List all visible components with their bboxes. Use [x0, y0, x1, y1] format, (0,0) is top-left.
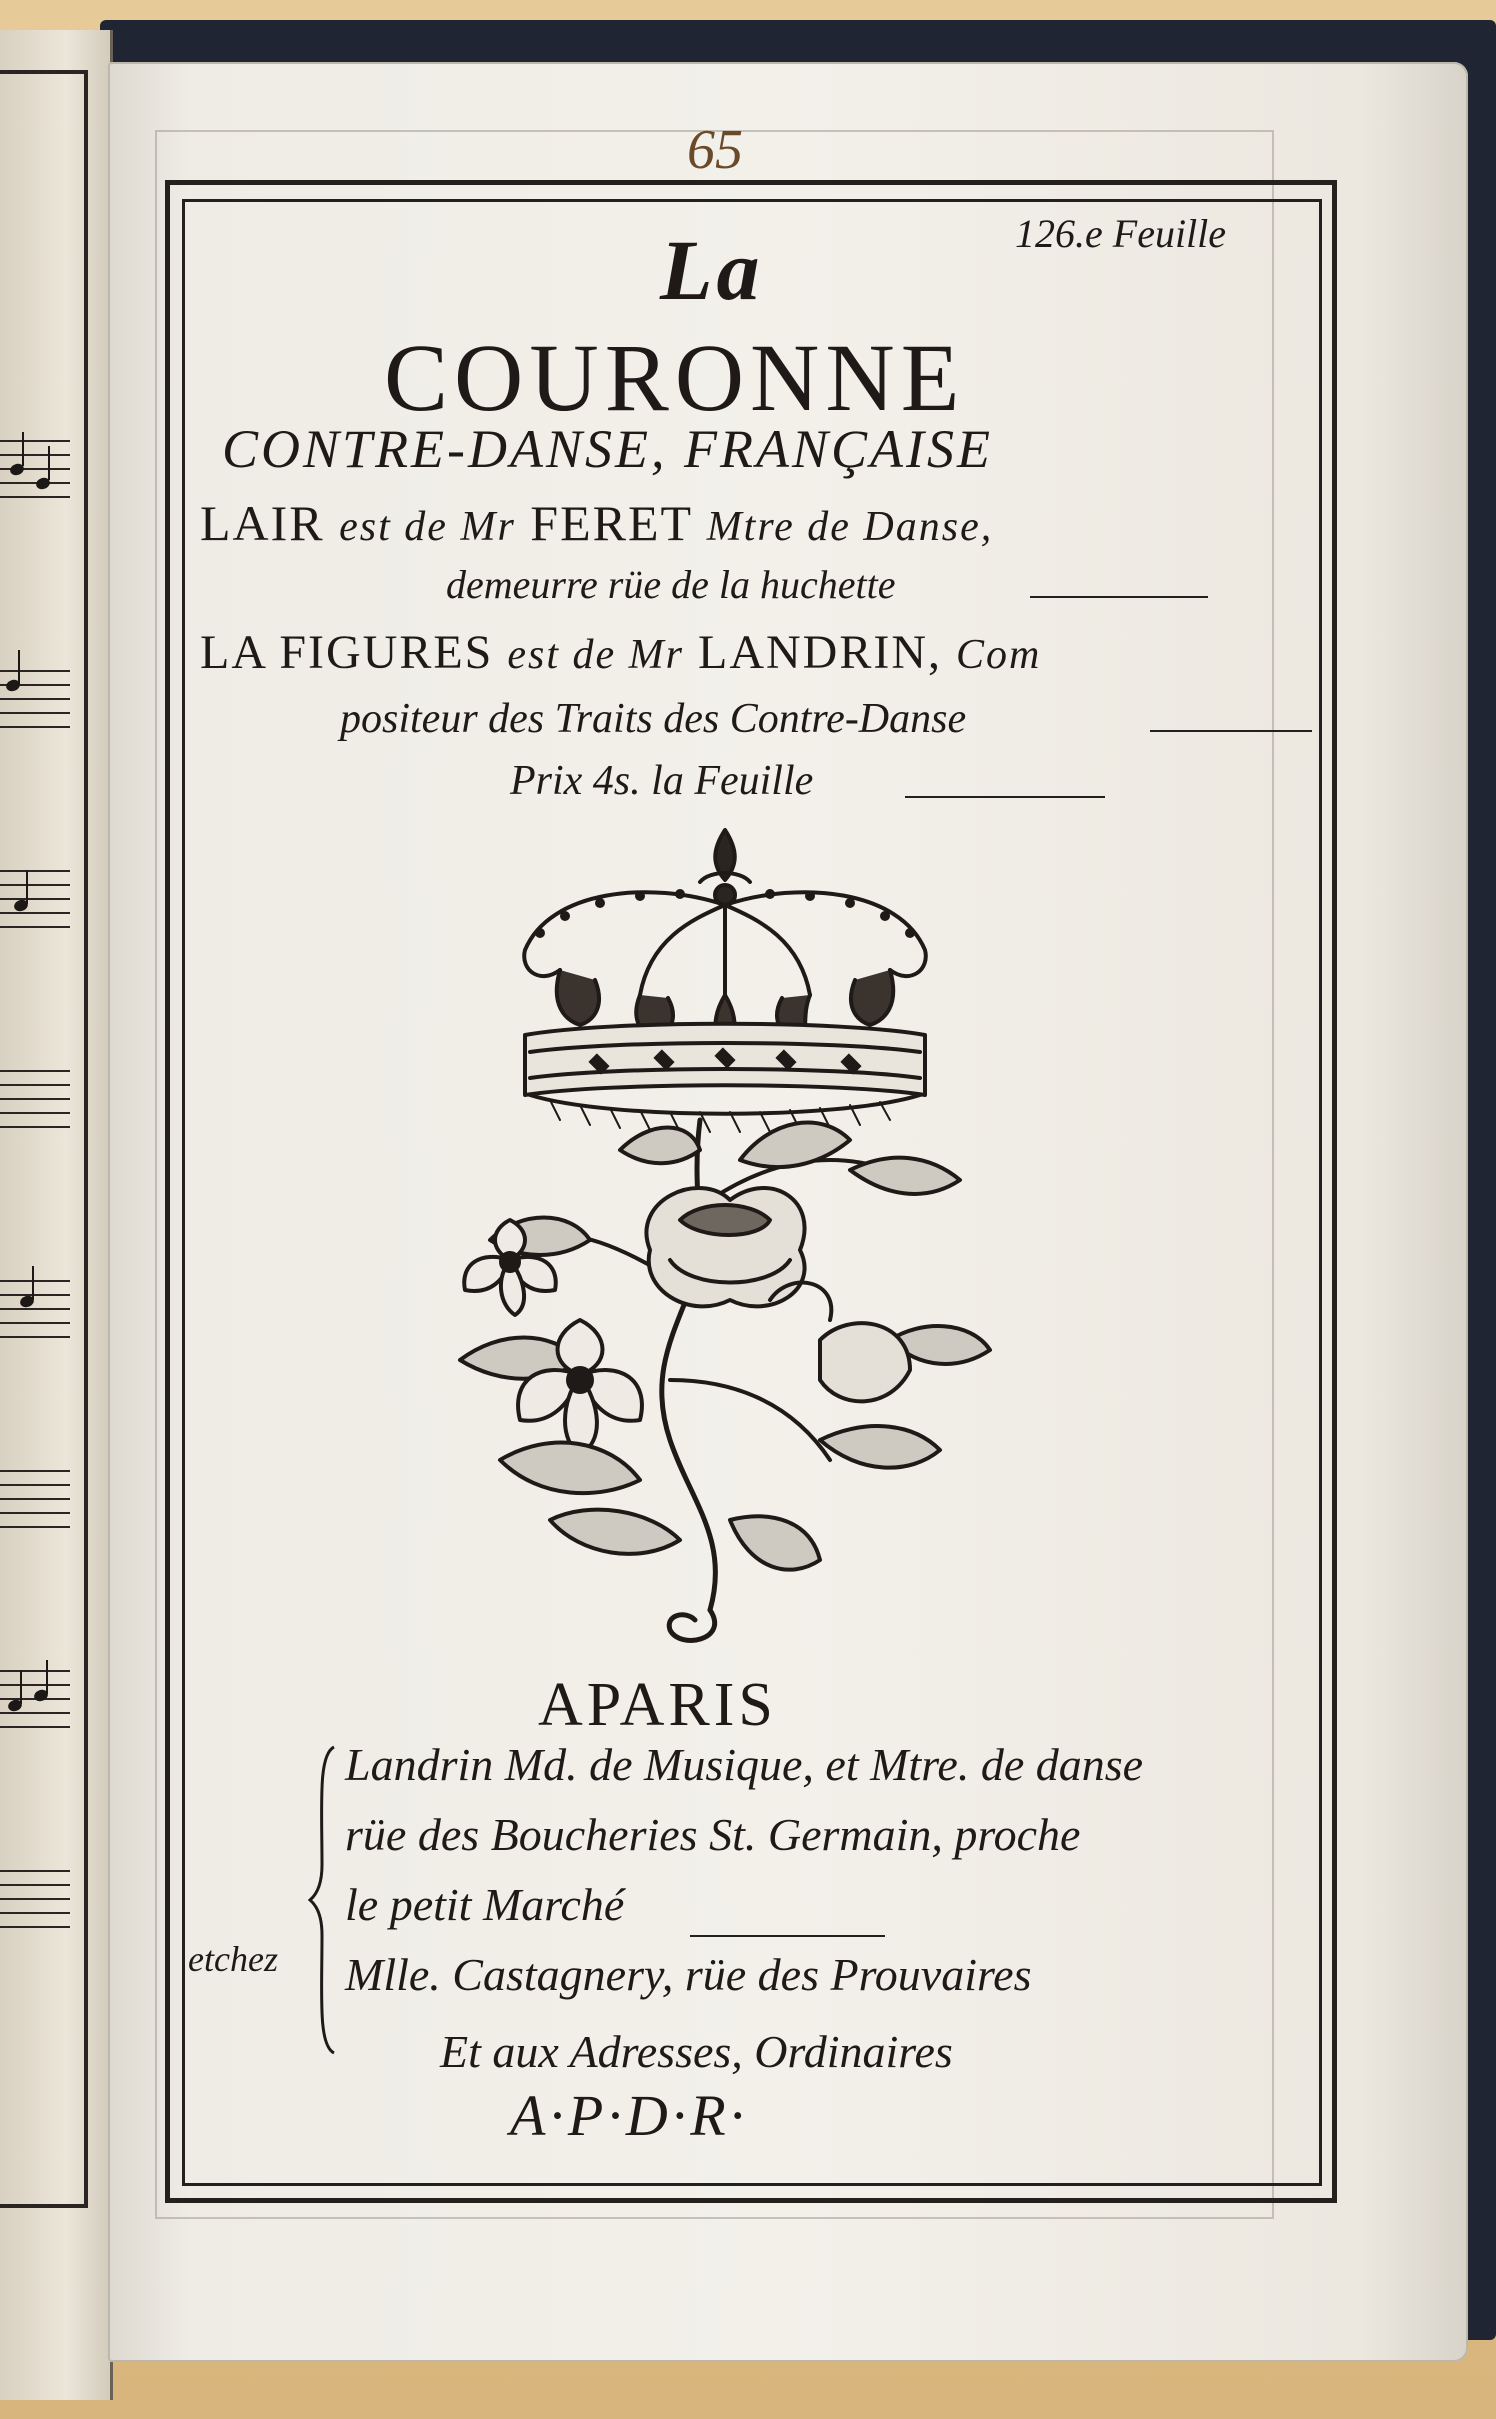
subtitle: CONTRE-DANSE, FRANÇAISE	[222, 419, 993, 479]
page-title: COURONNE	[384, 324, 966, 431]
folio-number: 65	[687, 119, 743, 181]
air-composer-title: Mtre de Danse,	[706, 504, 994, 550]
brace-icon	[308, 1745, 338, 2055]
chez-label: etchez	[188, 1939, 278, 1979]
publisher-line-1: Landrin Md. de Musique, et Mtre. de danse	[345, 1739, 1144, 1790]
flourish-rule	[690, 1935, 885, 1937]
air-connector: est de Mr	[339, 504, 516, 550]
air-prefix: LAIR	[200, 495, 325, 551]
air-composer-name: FERET	[530, 495, 693, 551]
figures-line-end: Com	[956, 632, 1042, 678]
music-staff	[0, 670, 70, 740]
music-staff	[0, 1670, 70, 1740]
music-staff	[0, 440, 70, 510]
ordinary-addresses: Et aux Adresses, Ordinaires	[440, 2026, 953, 2077]
price-line: Prix 4s. la Feuille	[510, 758, 814, 804]
music-staff	[0, 1280, 70, 1350]
publisher-line-2: rüe des Boucheries St. Germain, proche	[345, 1809, 1081, 1860]
composer-address: demeurre rüe de la huchette	[446, 562, 896, 607]
flourish-rule	[1030, 596, 1208, 598]
sheet-number: 126.e Feuille	[1015, 211, 1227, 256]
music-staff	[0, 1470, 70, 1540]
figures-connector: est de Mr	[507, 632, 685, 678]
music-staff	[0, 1070, 70, 1140]
flourish-rule	[1150, 730, 1312, 732]
facing-page-music	[0, 30, 113, 2400]
figures-credit-line	[200, 625, 1041, 680]
flourish-rule	[905, 796, 1105, 798]
privilege-mark: A·P·D·R·	[510, 2083, 749, 2148]
publisher-line-4: Mlle. Castagnery, rüe des Prouvaires	[345, 1949, 1032, 2000]
music-staff	[0, 870, 70, 940]
imprint-city: APARIS	[538, 1671, 777, 1739]
composer-description: positeur des Traits des Contre-Danse	[340, 696, 967, 742]
crown-and-flowers-engraving-icon	[350, 820, 1050, 1670]
air-credit-line	[200, 494, 993, 552]
publisher-line-3: le petit Marché	[345, 1879, 625, 1930]
music-staff	[0, 1870, 70, 1940]
figures-prefix: LA FIGURES	[200, 626, 494, 679]
figures-author-name: LANDRIN,	[698, 626, 942, 679]
title-article: La	[660, 222, 764, 318]
